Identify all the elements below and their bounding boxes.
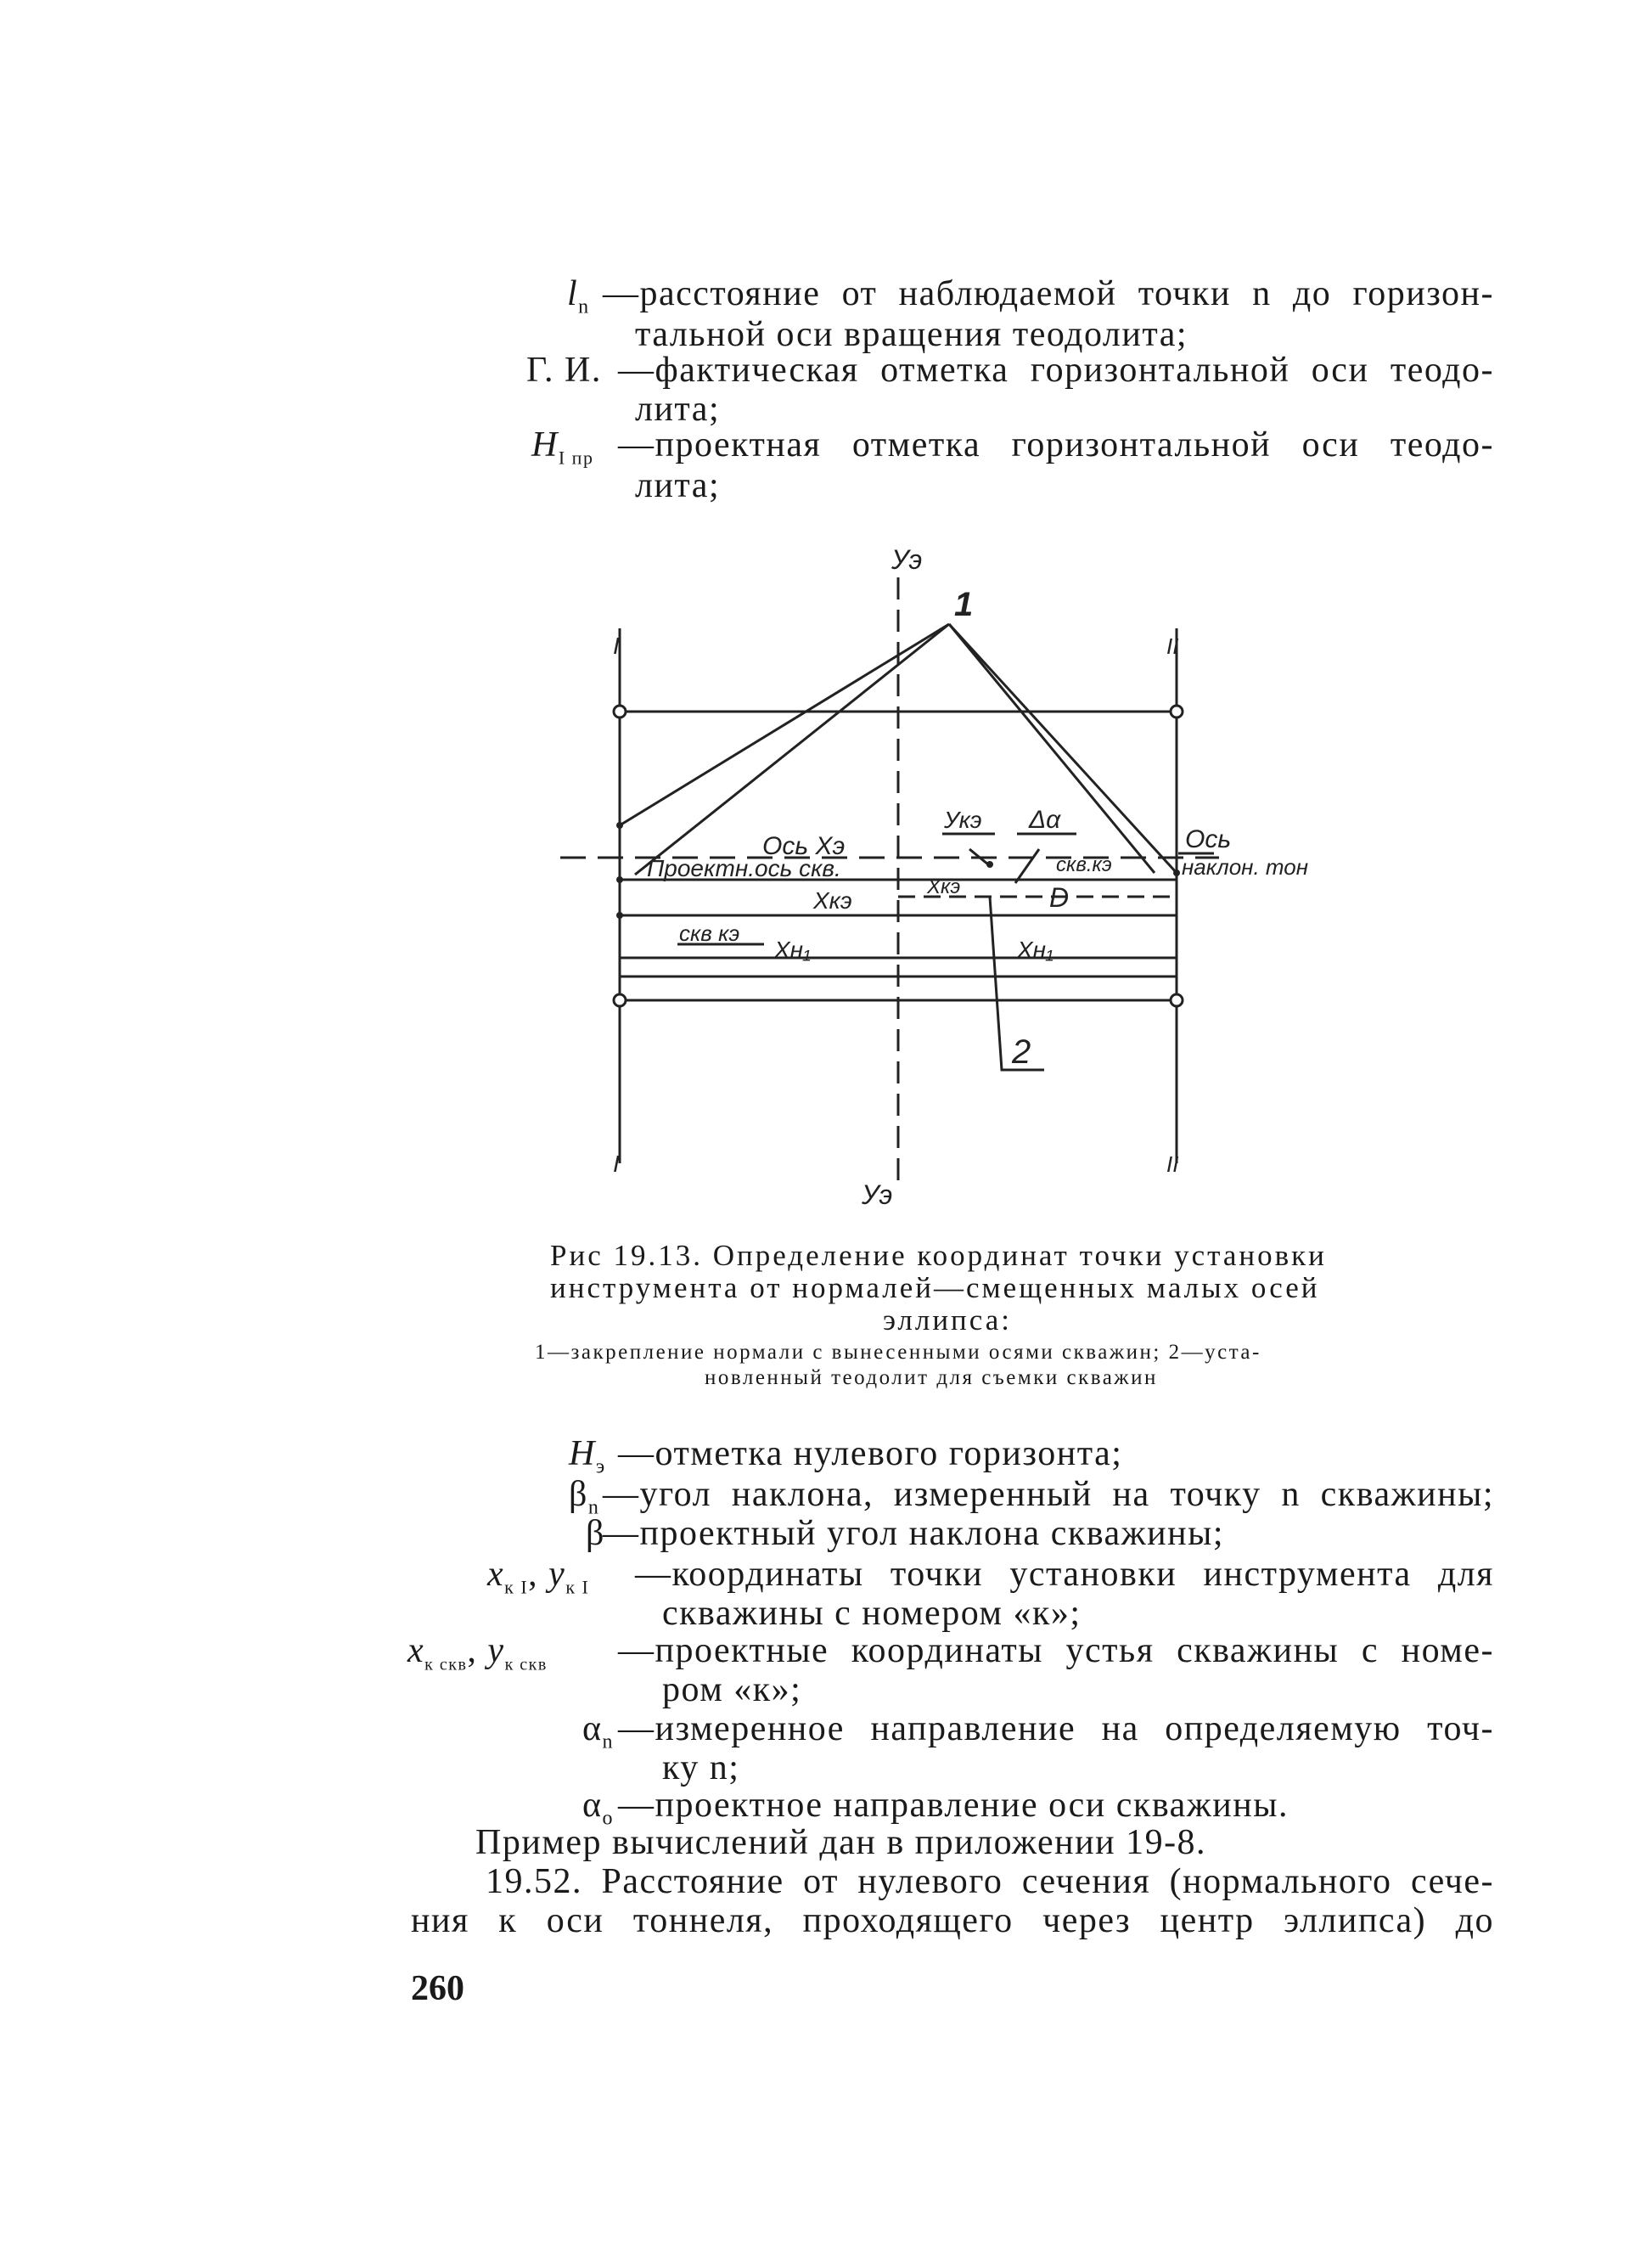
def-gi-line2: лита;: [635, 390, 721, 429]
def-b-text: —проектный угол наклона скважины;: [603, 1514, 1225, 1553]
label-D: D: [1049, 882, 1070, 913]
def-he-symbol: $H_э$: [569, 1434, 606, 1478]
caption-legend-line1: 1—закрепление нормали с вынесенными осями скважин; 2—уста-: [535, 1341, 1261, 1364]
label-xn-left: Хн₁: [774, 937, 811, 963]
caption-legend-line2: новленный теодолит для съемки скважин: [705, 1366, 1158, 1389]
label-2: 2: [1012, 1033, 1031, 1071]
label-skv-ke-right: скв.кэ: [1056, 853, 1112, 876]
def-xskv-symbol: $x_{к скв}$, $y_{к скв}$: [407, 1631, 548, 1674]
label-delta-alpha: Δα: [1029, 806, 1061, 834]
label-roman-left-top: I: [613, 633, 620, 659]
sight-line-right-outer: [949, 624, 1177, 873]
label-roman-right-bottom: II: [1166, 1151, 1179, 1177]
def-an-line1: —измеренное направление на определяемую точ-: [618, 1709, 1494, 1748]
def-hi-line1: —проектная отметка горизонтальной оси теодо-: [618, 425, 1494, 464]
def-gi-symbol: Г. И.: [526, 351, 602, 390]
caption-title-line2: инструмента от нормалей—смещенных малых осей: [550, 1271, 1320, 1304]
def-he-text: —отметка нулевого горизонта;: [618, 1434, 1123, 1473]
label-proekt-os: Проектн.ось скв.: [647, 855, 841, 881]
label-os-xe: Ось Хэ: [762, 832, 846, 860]
caption-title-line3: эллипса:: [883, 1303, 1013, 1337]
def-xk-symbol: $x_{к I}$, $y_{к I}$: [487, 1555, 590, 1598]
caption-title-line1: Рис 19.13. Определение координат точки установки: [550, 1239, 1327, 1272]
label-roman-right-top: II: [1166, 633, 1179, 659]
delta-alpha-leader: [1015, 849, 1039, 883]
def-ln-line2: тальной оси вращения теодолита;: [635, 315, 1188, 354]
sight-line-right-inner: [949, 624, 1155, 873]
def-gi-line1: —фактическая отметка горизонтальной оси теодо-: [618, 351, 1494, 390]
example-line: Пример вычислений дан в приложении 19-8.: [475, 1823, 1207, 1862]
label-ukz: Укэ: [944, 807, 982, 833]
def-an-symbol: $\alpha_n$: [582, 1709, 615, 1753]
def-xk-line1: —координаты точки установки инструмента для: [635, 1555, 1494, 1594]
def-bn-symbol: $\beta_n$: [569, 1475, 600, 1519]
node-right-bottom: [1171, 994, 1183, 1006]
label-skv-ke-left: скв кэ: [679, 920, 740, 946]
node-left-bottom: [614, 994, 626, 1006]
label-ye-bottom: Уэ: [862, 1179, 893, 1210]
def-hi-symbol: $H_{I пр}$: [531, 425, 594, 469]
def-ln-symbol: $l_n$: [567, 274, 590, 318]
def-xk-line2: скважины с номером «к»;: [662, 1594, 1082, 1633]
paragraph-19-52-line2: ния к оси тоннеля, проходящего через центр эллипса) до: [411, 1901, 1494, 1940]
node-right-top: [1171, 706, 1183, 718]
label-roman-left-bottom: I: [613, 1151, 620, 1177]
label-os-naklon-2: наклон. тон: [1182, 854, 1309, 880]
def-an-line2: ку n;: [662, 1748, 740, 1787]
label-ye-top: Уэ: [891, 544, 923, 575]
paragraph-19-52-line1: 19.52. Расстояние от нулевого сечения (нормального сече-: [486, 1862, 1494, 1901]
def-xskv-line1: —проектные координаты устья скважины с номе-: [618, 1631, 1494, 1670]
label-xke-small: Хкэ: [927, 875, 961, 898]
sight-line-left-outer: [620, 624, 949, 825]
page-number: 260: [411, 1969, 464, 2008]
def-b-symbol: β: [586, 1514, 605, 1553]
def-ln-line1: —расстояние от наблюдаемой точки n до горизон-: [603, 274, 1494, 313]
def-bn-text: —угол наклона, измеренный на точку n скважины;: [603, 1475, 1494, 1514]
node-left-top: [614, 706, 626, 718]
def-a0-text: —проектное направление оси скважины.: [618, 1786, 1289, 1825]
label-xn-right: Хн₁: [1017, 937, 1053, 963]
label-os-naklon-1: Ось: [1185, 825, 1232, 853]
def-xskv-line2: ром «к»;: [662, 1670, 802, 1709]
def-a0-symbol: $\alpha_о$: [582, 1786, 615, 1830]
label-xke: Хкэ: [813, 887, 852, 914]
def-hi-line2: лита;: [635, 466, 721, 505]
label-1: 1: [954, 586, 974, 623]
